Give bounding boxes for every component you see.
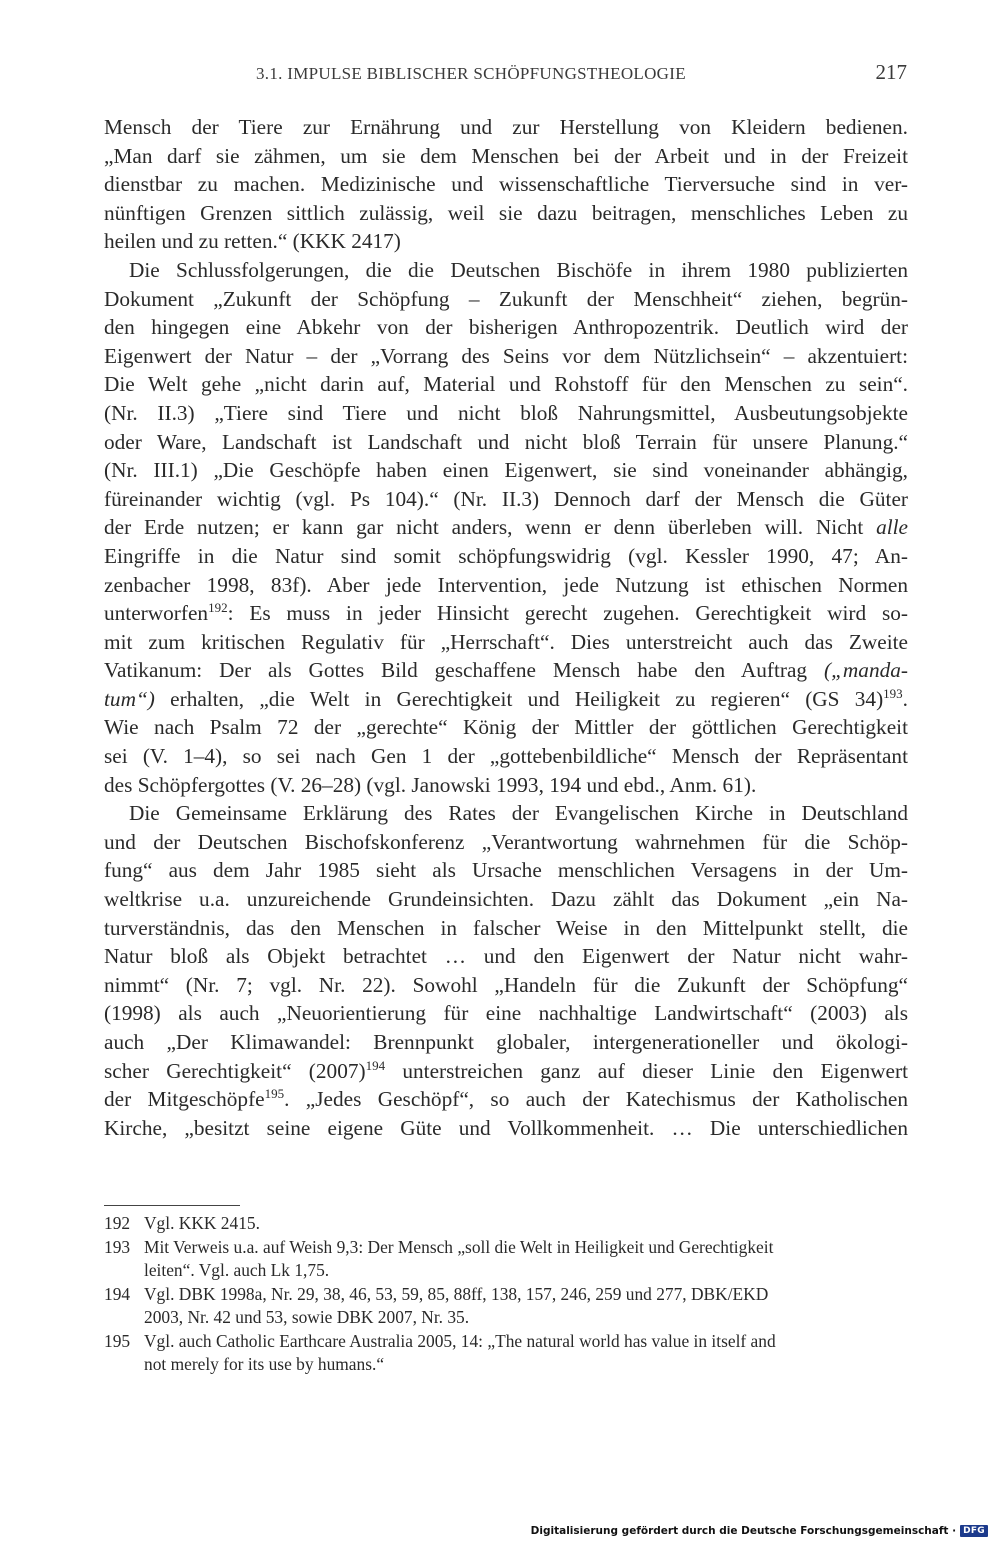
- running-title: 3.1. IMPULSE BIBLISCHER SCHÖPFUNGSTHEOLOGIE: [256, 64, 686, 83]
- page-number: 217: [875, 60, 907, 84]
- text-span: der Erde nutzen; er kann gar nicht anders, wenn er denn überleben will. Nicht: [104, 515, 877, 540]
- text-line: (1998) als auch „Neuorientierung für eine nachhaltige Landwirtschaft“ (2003) als: [104, 1001, 908, 1026]
- text-span: .: [902, 686, 908, 711]
- footnote-195: [104, 1330, 910, 1377]
- footnote-line: leiten“. Vgl. auch Lk 1,75.: [144, 1260, 330, 1280]
- text-line: zenbacher 1998, 83f). Aber jede Intervention, jede Nutzung ist ethischen Normen: [104, 572, 908, 597]
- footnote-text: [144, 1283, 910, 1330]
- footnote-ref-192[interactable]: 192: [208, 600, 228, 616]
- paragraph-2: [104, 256, 908, 799]
- text-line: den hingegen eine Abkehr von der bisherigen Anthropozentrik. Deutlich wird der: [104, 315, 908, 340]
- text-line: füreinander wichtig (vgl. Ps 104).“ (Nr. II.3) Dennoch darf der Mensch die Güter: [104, 486, 908, 511]
- running-header: [104, 60, 907, 90]
- text-line: des Schöpfergottes (V. 26–28) (vgl. Janowski 1993, 194 und ebd., Anm. 61).: [104, 772, 757, 797]
- footnote-number: 192: [104, 1213, 131, 1233]
- footnote-194: [104, 1283, 910, 1330]
- text-span: unterstreichen ganz auf dieser Linie den Eigenwert: [385, 1058, 908, 1083]
- text-line: dienstbar zu machen. Medizinische und wissenschaftliche Tierversuche sind in ver-: [104, 172, 908, 197]
- paragraph-1: [104, 113, 908, 256]
- text-line: Natur bloß als Objekt betrachtet … und den Eigenwert der Natur nicht wahr-: [104, 944, 908, 969]
- footnote-number: 195: [104, 1330, 131, 1351]
- text-span: unterworfen: [104, 601, 209, 626]
- footnote-line: Vgl. KKK 2415.: [144, 1213, 260, 1233]
- text-line: Die Welt gehe „nicht darin auf, Material und Rohstoff für den Menschen zu sein“.: [104, 372, 908, 397]
- footnote-number: 194: [104, 1283, 131, 1304]
- footnote-divider: [104, 1205, 240, 1206]
- text-line: Eingriffe in die Natur sind somit schöpfungswidrig (vgl. Kessler 1990, 47; An-: [104, 543, 908, 568]
- footnote-line: not merely for its use by humans.“: [144, 1354, 385, 1374]
- text-line: auch „Der Klimawandel: Brennpunkt globaler, intergenerationeller und ökologi-: [104, 1030, 908, 1054]
- text-line: [104, 685, 908, 714]
- text-span: erhalten, „die Welt in Gerechtigkeit und Heiligkeit zu regieren“ (GS 34): [154, 686, 884, 711]
- body-text: [104, 113, 908, 1142]
- text-span: der Mitgeschöpfe: [104, 1087, 265, 1112]
- text-line: Eigenwert der Natur – der „Vorrang des Seins vor dem Nützlichsein“ – akzentuiert:: [104, 343, 908, 368]
- footnote-text: [144, 1236, 910, 1283]
- footnote-line: Vgl. DBK 1998a, Nr. 29, 38, 46, 53, 59, 85, 88ff, 138, 157, 246, 259 und 277, DBK/EKD: [144, 1283, 769, 1304]
- text-line: und der Deutschen Bischofskonferenz „Verantwortung wahrnehmen für die Schöp-: [104, 829, 908, 854]
- dfg-logo: DFG: [960, 1525, 988, 1537]
- text-line: Die Gemeinsame Erklärung des Rates der Evangelischen Kirche in Deutschland: [129, 801, 908, 826]
- footnote-ref-194[interactable]: 194: [365, 1057, 386, 1073]
- text-line: Mensch der Tiere zur Ernährung und zur Herstellung von Kleidern bedienen.: [104, 115, 908, 139]
- text-line: (Nr. II.3) „Tiere sind Tiere und nicht bloß Nahrungsmittel, Ausbeutungsobjekte: [104, 400, 908, 425]
- text-line: „Man darf sie zähmen, um sie dem Menschen bei der Arbeit und in der Freizeit: [104, 143, 908, 168]
- paragraph-3: [104, 799, 908, 1142]
- text-span: : Es muss in jeder Hinsicht gerecht zugehen. Gerechtigkeit wird so-: [227, 601, 908, 626]
- text-line: heilen und zu retten.“ (KKK 2417): [104, 229, 401, 254]
- text-line: Dokument „Zukunft der Schöpfung – Zukunft der Menschheit“ ziehen, begrün-: [104, 286, 908, 311]
- text-line: [104, 599, 908, 628]
- text-line: nünftigen Grenzen sittlich zulässig, weil sie dazu beitragen, menschliches Leben zu: [104, 200, 908, 225]
- text-line: Wie nach Psalm 72 der „gerechte“ König der Mittler der göttlichen Gerechtigkeit: [104, 715, 908, 740]
- text-span: Vatikanum: Der als Gottes Bild geschaffene Mensch habe den Auftrag: [104, 658, 824, 683]
- text-line: turverständnis, das den Menschen in falscher Weise in den Mittelpunkt stellt, die: [104, 915, 908, 940]
- footnote-ref-193[interactable]: 193: [883, 685, 903, 701]
- digitization-credit: [531, 1525, 988, 1537]
- emphasis: („manda-: [823, 658, 908, 683]
- footnotes: [104, 1212, 910, 1377]
- text-line: nimmt“ (Nr. 7; vgl. Nr. 22). Sowohl „Handeln für die Zukunft der Schöpfung“: [104, 972, 908, 997]
- text-line: oder Ware, Landschaft ist Landschaft und nicht bloß Terrain für unsere Planung.“: [104, 429, 908, 454]
- footnote-text: [144, 1212, 910, 1236]
- emphasis: tum“): [104, 686, 155, 711]
- text-line: fung“ aus dem Jahr 1985 sieht als Ursache menschlichen Versagens in der Um-: [104, 858, 908, 883]
- emphasis: alle: [876, 515, 908, 540]
- footnote-number: 193: [104, 1236, 131, 1257]
- footnote-192: [104, 1212, 910, 1236]
- text-line: [104, 1085, 908, 1114]
- footnote-ref-195[interactable]: 195: [264, 1086, 285, 1102]
- footnote-text: [144, 1330, 910, 1377]
- text-line: weltkrise u.a. unzureichende Grundeinsichten. Dazu zählt das Dokument „ein Na-: [104, 887, 908, 912]
- footnote-line: Vgl. auch Catholic Earthcare Australia 2005, 14: „The natural world has value in itself and: [144, 1330, 776, 1351]
- text-line: [104, 1057, 908, 1086]
- text-line: sei (V. 1–4), so sei nach Gen 1 der „gottebenbildliche“ Mensch der Repräsentant: [104, 744, 908, 769]
- text-line: [104, 656, 908, 685]
- text-line: Die Schlussfolgerungen, die die Deutschen Bischöfe in ihrem 1980 publizierten: [129, 257, 908, 282]
- text-line: Kirche, „besitzt seine eigene Güte und Vollkommenheit. … Die unterschiedlichen: [104, 1115, 908, 1140]
- text-span: scher Gerechtigkeit“ (2007): [104, 1058, 366, 1083]
- credit-text: Digitalisierung gefördert durch die Deutsche Forschungsgemeinschaft ·: [530, 1525, 957, 1537]
- text-span: . „Jedes Geschöpf“, so auch der Katechismus der Katholischen: [284, 1087, 909, 1112]
- text-line: (Nr. III.1) „Die Geschöpfe haben einen Eigenwert, sie sind voneinander abhängig,: [104, 458, 908, 483]
- footnote-line: 2003, Nr. 42 und 53, sowie DBK 2007, Nr. 35.: [144, 1307, 470, 1327]
- text-line: mit zum kritischen Regulativ für „Herrschaft“. Dies unterstreicht auch das Zweite: [104, 629, 908, 654]
- footnote-line: Mit Verweis u.a. auf Weish 9,3: Der Mensch „soll die Welt in Heiligkeit und Gerechtigkeit: [144, 1236, 774, 1257]
- footnote-193: [104, 1236, 910, 1283]
- text-line: [104, 513, 908, 542]
